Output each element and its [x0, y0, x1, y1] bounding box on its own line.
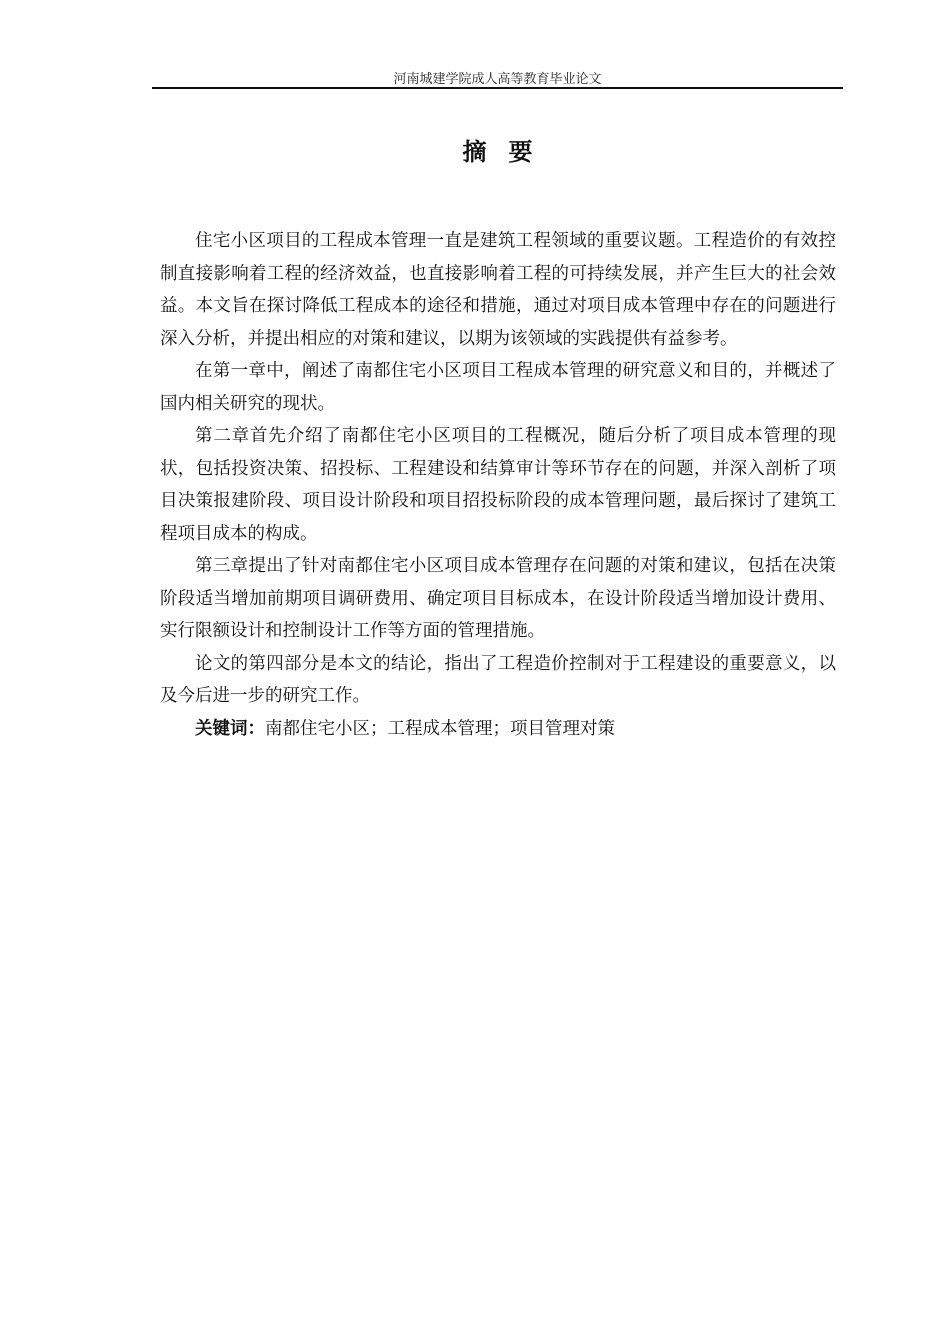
abstract-paragraph: 第三章提出了针对南都住宅小区项目成本管理存在问题的对策和建议，包括在决策阶段适当增加前期项目调研费用、确定项目目标成本，在设计阶段适当增加设计费用、实行限额设计和控制设计工作等方面的管理措施。	[160, 556, 836, 641]
abstract-paragraph: 住宅小区项目的工程成本管理一直是建筑工程领域的重要议题。工程造价的有效控制直接影响着工程的经济效益，也直接影响着工程的可持续发展，并产生巨大的社会效益。本文旨在探讨降低工程成本的途径和措施，通过对项目成本管理中存在的问题进行深入分析，并提出相应的对策和建议，以期为该领域的实践提供有益参考。	[160, 231, 836, 349]
abstract-paragraph: 论文的第四部分是本文的结论，指出了工程造价控制对于工程建设的重要意义，以及今后进一步的研究工作。	[160, 653, 836, 706]
abstract-paragraph: 第二章首先介绍了南都住宅小区项目的工程概况，随后分析了项目成本管理的现状，包括投资决策、招投标、工程建设和结算审计等环节存在的问题，并深入剖析了项目决策报建阶段、项目设计阶段和项目招投标阶段的成本管理问题，最后探讨了建筑工程项目成本的构成。	[160, 426, 836, 544]
abstract-paragraph: 在第一章中，阐述了南都住宅小区项目工程成本管理的研究意义和目的，并概述了国内相关研究的现状。	[160, 361, 836, 414]
keywords-line	[160, 713, 836, 746]
header-rule	[152, 87, 843, 89]
keywords-value: 南都住宅小区；工程成本管理；项目管理对策	[265, 718, 615, 739]
keywords-label: 关键词：	[195, 718, 265, 739]
abstract-title: 摘要	[462, 138, 555, 166]
abstract-body	[160, 225, 836, 745]
running-header: 河南城建学院成人高等教育毕业论文	[393, 72, 602, 87]
